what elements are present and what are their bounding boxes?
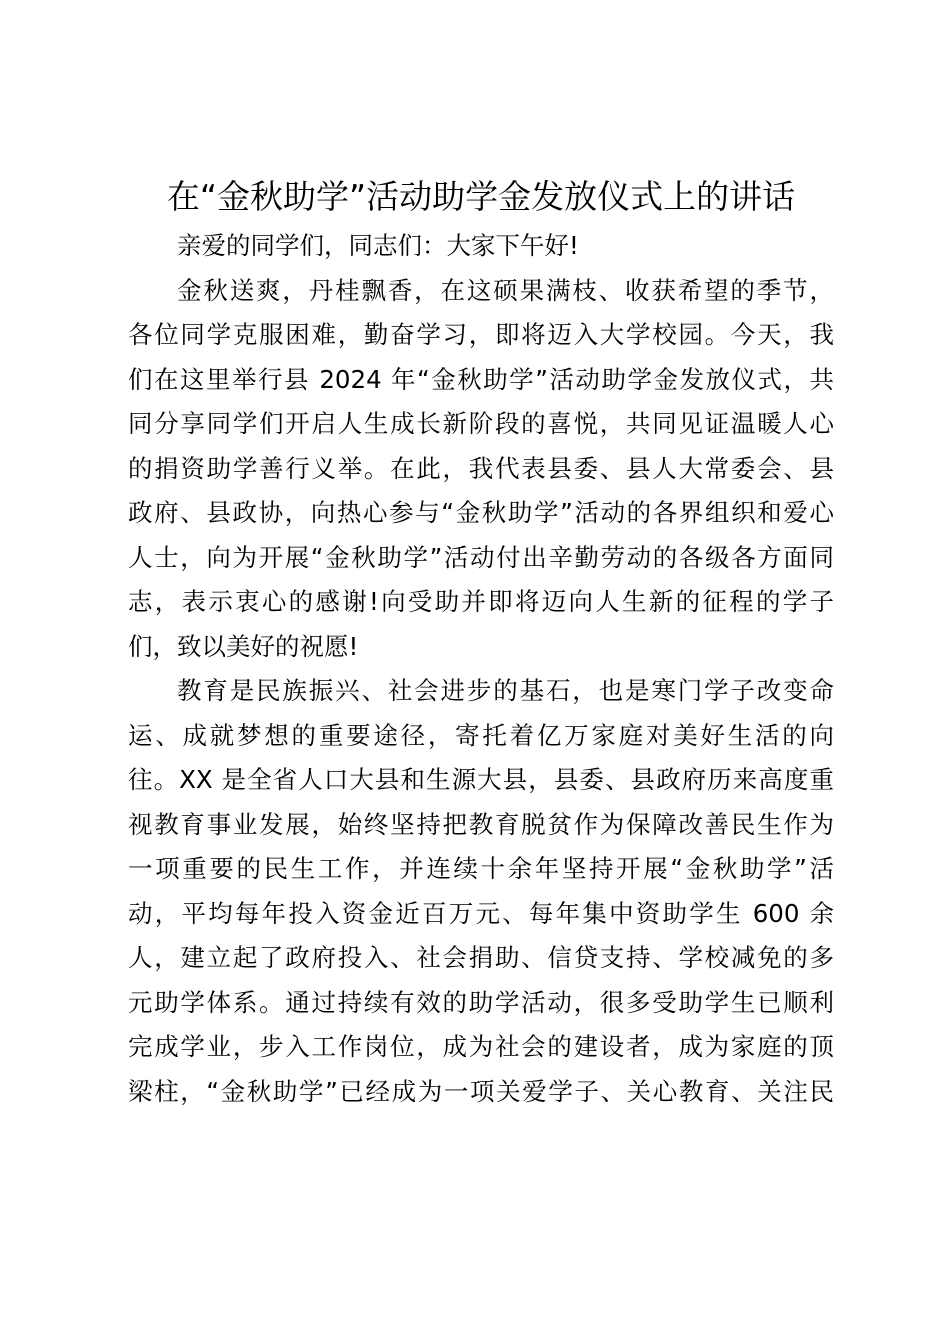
paragraph-line: 金秋送爽，丹桂飘香，在这硕果满枝、收获希望的季节， — [177, 275, 834, 305]
paragraph-line: 视教育事业发展，始终坚持把教育脱贫作为保障改善民生作为 — [128, 809, 834, 839]
paragraph-line: 各位同学克服困难，勤奋学习，即将迈入大学校园。今天，我 — [128, 320, 834, 349]
paragraph-line: 人士，向为开展“金秋助学”活动付出辛勤劳动的各级各方面同 — [128, 542, 834, 572]
paragraph-line: 教育是民族振兴、社会进步的基石，也是寒门学子改变命 — [177, 676, 834, 705]
paragraph-line: 人，建立起了政府投入、社会捐助、信贷支持、学校减免的多 — [128, 943, 834, 972]
paragraph-line: 完成学业，步入工作岗位，成为社会的建设者，成为家庭的顶 — [128, 1032, 834, 1061]
paragraph-line: 政府、县政协，向热心参与“金秋助学”活动的各界组织和爱心 — [128, 498, 834, 527]
paragraph-line: 梁柱，“金秋助学”已经成为一项关爱学子、关心教育、关注民 — [128, 1076, 834, 1106]
paragraph-2 — [128, 669, 834, 1114]
paragraph-line: 的捐资助学善行义举。在此，我代表县委、县人大常委会、县 — [128, 453, 834, 483]
paragraph-line: 元助学体系。通过持续有效的助学活动，很多受助学生已顺利 — [128, 987, 834, 1017]
paragraph-1 — [128, 269, 834, 670]
paragraph-line: 往。XX 是全省人口大县和生源大县，县委、县政府历来高度重 — [128, 765, 834, 794]
paragraph-line: 动，平均每年投入资金近百万元、每年集中资助学生 600 余 — [128, 898, 834, 928]
salutation: 亲爱的同学们，同志们：大家下午好! — [177, 231, 579, 260]
paragraph-line: 们在这里举行县 2024 年“金秋助学”活动助学金发放仪式，共 — [128, 364, 834, 394]
document-title: 在“金秋助学”活动助学金发放仪式上的讲话 — [166, 177, 796, 216]
paragraph-line: 同分享同学们开启人生成长新阶段的喜悦，共同见证温暖人心 — [128, 409, 834, 438]
paragraph-line: 一项重要的民生工作，并连续十余年坚持开展“金秋助学”活 — [128, 854, 834, 883]
paragraph-line: 志，表示衷心的感谢!向受助并即将迈向人生新的征程的学子 — [128, 587, 834, 616]
paragraph-line: 运、成就梦想的重要途径，寄托着亿万家庭对美好生活的向 — [128, 720, 834, 750]
document-page — [128, 170, 834, 1114]
paragraph-line: 们，致以美好的祝愿! — [128, 631, 359, 661]
